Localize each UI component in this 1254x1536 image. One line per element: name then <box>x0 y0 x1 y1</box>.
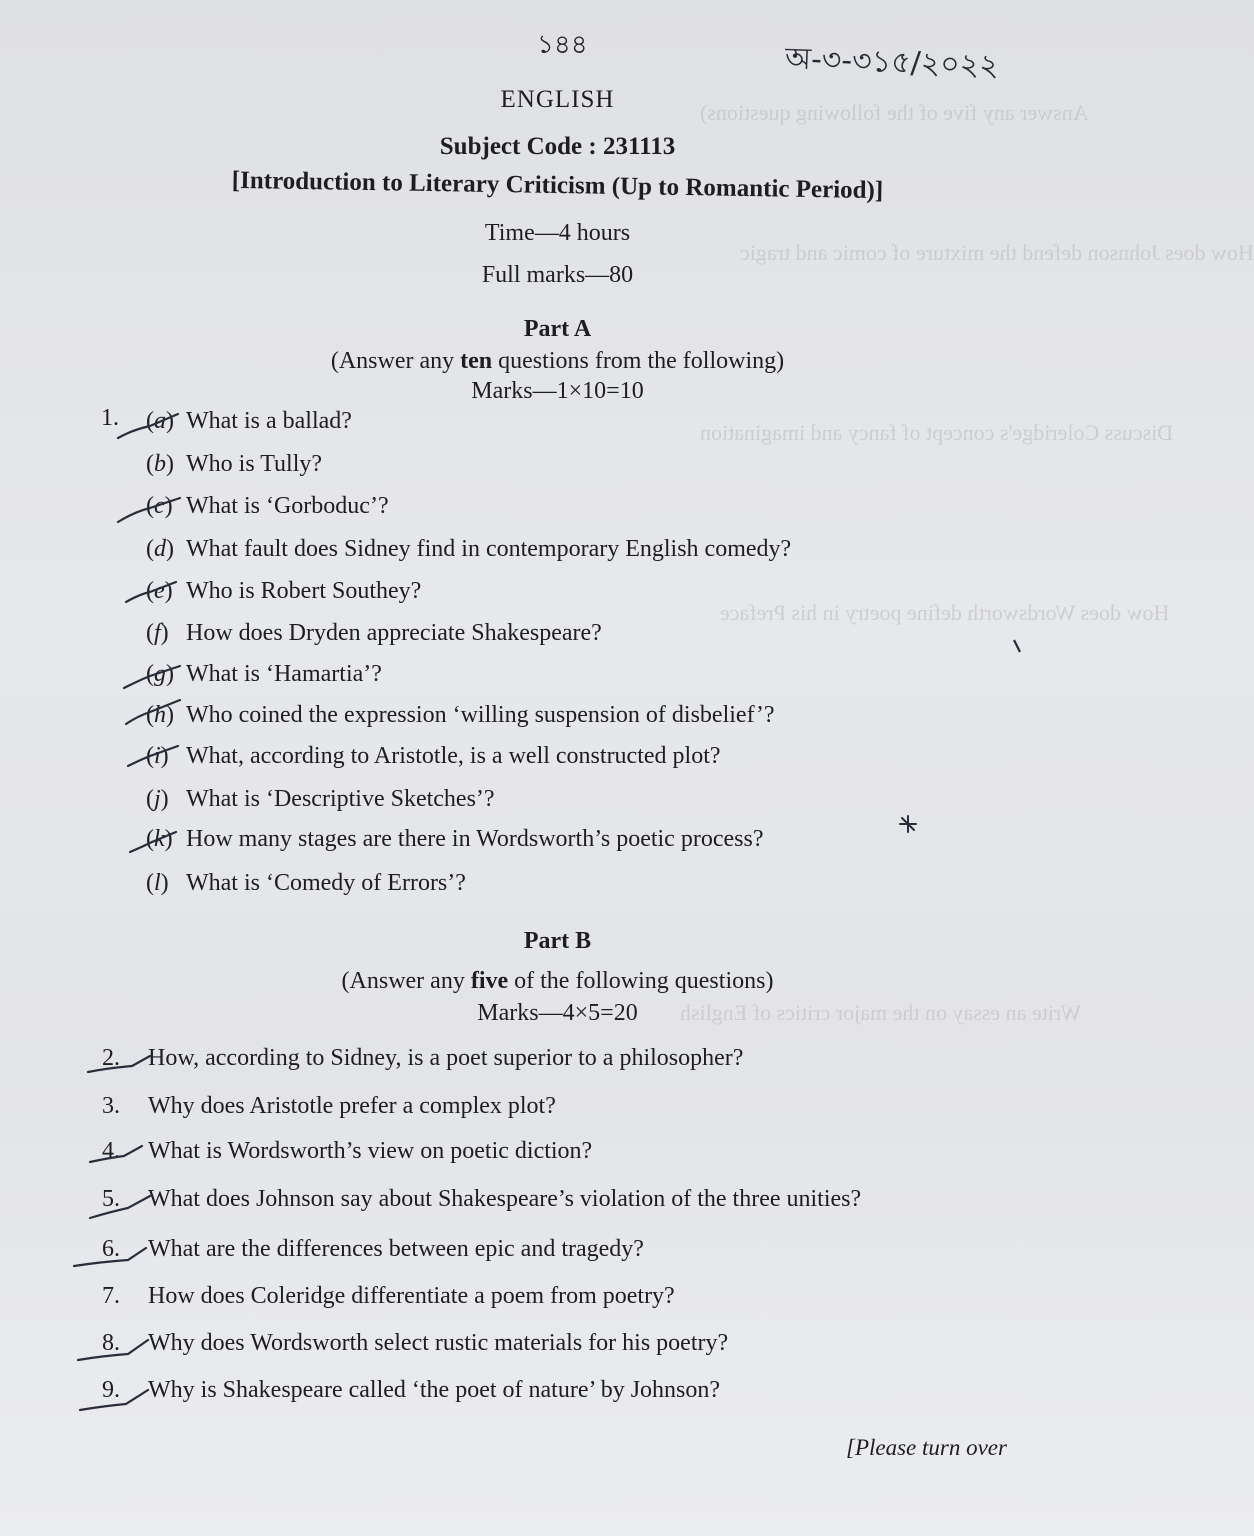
question-5 <box>102 1186 861 1213</box>
question-label: (h) <box>146 702 174 728</box>
exam-code: অ-৩-৩১৫/২০২২ <box>784 41 1000 84</box>
question-label: (k) <box>146 826 173 852</box>
question-8 <box>102 1330 728 1357</box>
question-text: What is ‘Gorboduc’? <box>186 493 389 519</box>
question-1d <box>146 536 791 563</box>
full-marks: Full marks—80 <box>481 262 634 288</box>
part-a-instr-post: questions from the following) <box>492 348 785 374</box>
question-label: (d) <box>146 536 174 562</box>
question-label: (f) <box>146 620 169 646</box>
stray-pen-mark <box>1014 640 1020 652</box>
question-9 <box>102 1377 720 1404</box>
part-a-marks: Marks—1×10=10 <box>471 378 644 404</box>
question-1a <box>146 408 352 435</box>
question-label: (e) <box>146 578 173 604</box>
part-a-heading: Part A <box>523 316 592 342</box>
question-1f <box>146 620 602 647</box>
question-text: How does Dryden appreciate Shakespeare? <box>186 620 602 646</box>
asterisk-icon <box>900 816 916 832</box>
paper-title: [Introduction to Literary Criticism (Up to Romantic Period)] <box>231 166 884 205</box>
question-number: 8. <box>102 1330 120 1356</box>
question-1k <box>146 826 763 853</box>
question-label: (c) <box>146 493 173 519</box>
question-text: What is ‘Hamartia’? <box>186 661 382 687</box>
question-number: 3. <box>102 1093 120 1119</box>
question-label: (g) <box>146 661 174 687</box>
question-text: What is ‘Comedy of Errors’? <box>186 870 466 896</box>
question-text: How, according to Sidney, is a poet superior to a philosopher? <box>148 1045 744 1071</box>
question-number: 2. <box>102 1045 120 1071</box>
question-1i <box>146 743 721 770</box>
question-label: (b) <box>146 451 174 477</box>
question-text: Who is Robert Southey? <box>186 578 422 604</box>
question-1h <box>146 702 775 729</box>
question-text: Who is Tully? <box>186 451 323 477</box>
question-text: What is ‘Descriptive Sketches’? <box>186 786 495 812</box>
page-number: ১৪৪ <box>537 30 588 60</box>
question-6 <box>102 1236 644 1263</box>
part-a-instr-bold: ten <box>460 348 493 374</box>
question-text: Who coined the expression ‘willing suspension of disbelief’? <box>186 702 775 728</box>
part-a-instr-pre: (Answer any <box>330 348 461 374</box>
question-3 <box>102 1093 556 1120</box>
question-text: What, according to Aristotle, is a well constructed plot? <box>186 743 721 769</box>
turn-over-note: [Please turn over <box>846 1435 1007 1460</box>
question-1c <box>146 493 389 520</box>
question-number: 6. <box>102 1236 120 1262</box>
question-text: What are the differences between epic and tragedy? <box>148 1236 644 1262</box>
question-4 <box>102 1138 592 1165</box>
part-b-instr-pre: (Answer any <box>341 968 471 994</box>
question-text: Why does Aristotle prefer a complex plot? <box>148 1093 556 1119</box>
question-1b <box>146 451 322 478</box>
part-b-instructions <box>0 968 1115 995</box>
question-1-number: 1. <box>101 405 119 431</box>
question-text: How many stages are there in Wordsworth’s poetic process? <box>186 826 764 852</box>
question-text: What fault does Sidney find in contemporary English comedy? <box>186 536 792 562</box>
question-number: 7. <box>102 1283 120 1309</box>
part-b-instr-post: of the following questions) <box>508 968 774 994</box>
question-label: (j) <box>146 786 169 812</box>
question-label: (a) <box>146 408 174 434</box>
question-7 <box>102 1283 675 1310</box>
subject-code: Subject Code : 231113 <box>439 133 676 160</box>
part-b-heading: Part B <box>523 928 592 954</box>
question-1l <box>146 870 466 897</box>
question-2 <box>102 1045 743 1072</box>
part-a-instructions <box>0 348 1115 375</box>
question-text: Why does Wordsworth select rustic materials for his poetry? <box>148 1330 729 1356</box>
part-b-marks: Marks—4×5=20 <box>477 1000 638 1026</box>
question-text: What is Wordsworth’s view on poetic diction? <box>148 1138 593 1164</box>
question-number: 5. <box>102 1186 120 1212</box>
question-number: 9. <box>102 1377 120 1403</box>
question-text: Why is Shakespeare called ‘the poet of nature’ by Johnson? <box>148 1377 721 1403</box>
question-text: What does Johnson say about Shakespeare’s violation of the three unities? <box>148 1186 862 1212</box>
question-1e <box>146 578 421 605</box>
subject-title: ENGLISH <box>500 86 615 113</box>
question-text: How does Coleridge differentiate a poem from poetry? <box>148 1283 675 1309</box>
part-b-instr-bold: five <box>470 968 509 994</box>
question-1j <box>146 786 495 813</box>
time-allowed: Time—4 hours <box>484 220 631 246</box>
question-1g <box>146 661 382 688</box>
question-label: (i) <box>146 743 169 769</box>
question-label: (l) <box>146 870 169 896</box>
question-number: 4. <box>102 1138 120 1164</box>
question-text: What is a ballad? <box>186 408 352 434</box>
